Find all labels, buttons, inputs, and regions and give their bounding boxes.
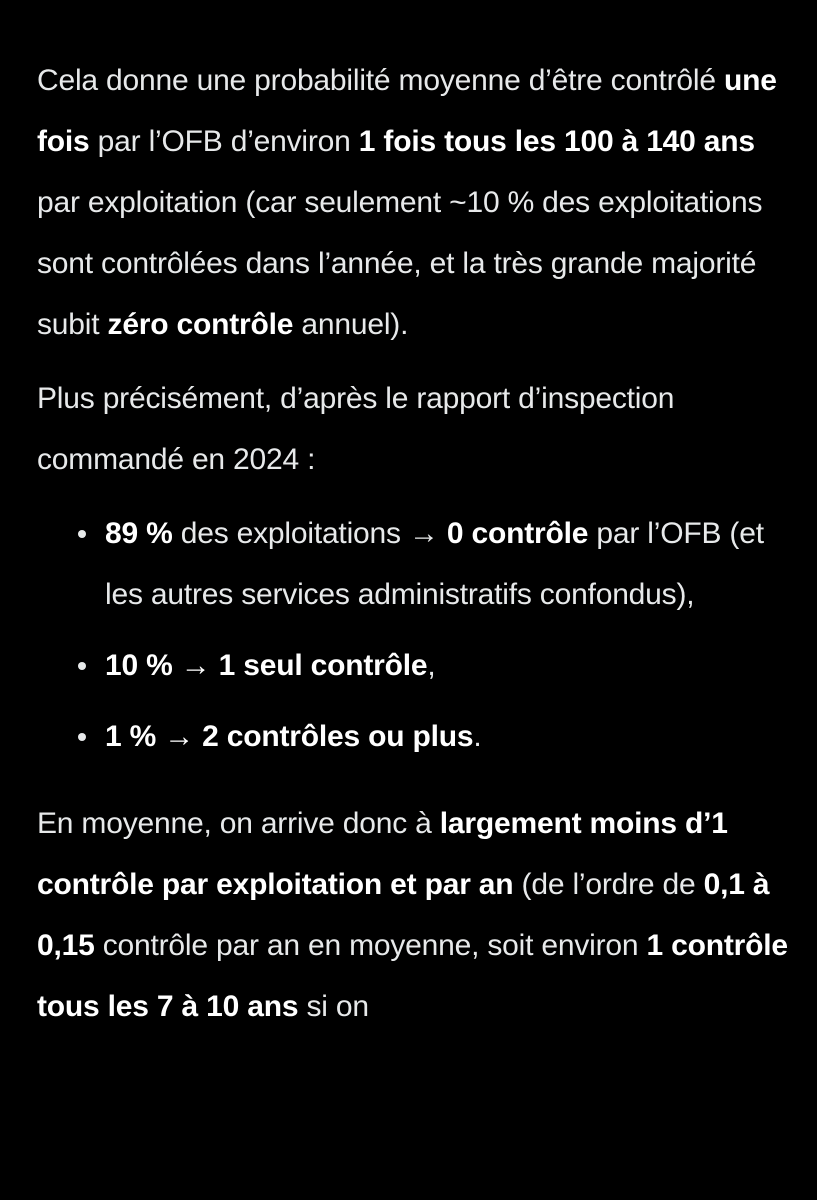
text-segment: par exploitation (car seulement ~10 % des exploitations sont contrôlées dans l’année, et la très grande majorité subit bbox=[37, 186, 763, 341]
bold-segment: 89 % bbox=[105, 517, 173, 550]
bold-segment: largement moins d’1 contrôle par exploitation et par an bbox=[37, 807, 728, 901]
text-segment: (de l’ordre de bbox=[513, 868, 704, 901]
list-item bbox=[37, 706, 802, 767]
text-segment: annuel). bbox=[293, 308, 409, 341]
bold-segment: une fois bbox=[37, 64, 777, 158]
list-item bbox=[37, 503, 802, 625]
bold-segment: 0 contrôle bbox=[446, 517, 589, 550]
bold-segment: 1 fois tous les 100 à 140 ans bbox=[358, 125, 755, 158]
bold-segment: 1 % → 2 contrôles ou plus bbox=[105, 720, 474, 753]
paragraph-average bbox=[37, 793, 802, 1037]
bullet-dot-icon bbox=[78, 530, 86, 538]
text-segment: . bbox=[473, 720, 482, 753]
list-item bbox=[37, 635, 802, 696]
text-segment: par l’OFB (et les autres services administratifs confondus), bbox=[105, 517, 764, 611]
bold-segment: 10 % → 1 seul contrôle bbox=[105, 649, 428, 682]
paragraph-report-intro bbox=[37, 368, 802, 490]
bold-segment: 0,1 à 0,15 bbox=[37, 868, 770, 962]
text-segment: si on bbox=[298, 990, 369, 1023]
text-segment: par l’OFB d’environ bbox=[89, 125, 359, 158]
text-segment: , bbox=[427, 649, 436, 682]
text-segment: Cela donne une probabilité moyenne d’être contrôlé bbox=[37, 64, 724, 97]
text-segment: Plus précisément, d’après le rapport d’inspection commandé en 2024 : bbox=[37, 382, 675, 476]
text-segment: contrôle par an en moyenne, soit environ bbox=[94, 929, 647, 962]
bold-segment: zéro contrôle bbox=[107, 308, 294, 341]
post-text bbox=[37, 50, 802, 1050]
bold-segment: 1 contrôle tous les 7 à 10 ans bbox=[37, 929, 788, 1023]
text-segment: En moyenne, on arrive donc à bbox=[37, 807, 440, 840]
text-segment: des exploitations → bbox=[172, 517, 447, 550]
bullet-list bbox=[37, 503, 802, 767]
paragraph-probability bbox=[37, 50, 802, 355]
bullet-dot-icon bbox=[78, 733, 86, 741]
bullet-dot-icon bbox=[78, 662, 86, 670]
